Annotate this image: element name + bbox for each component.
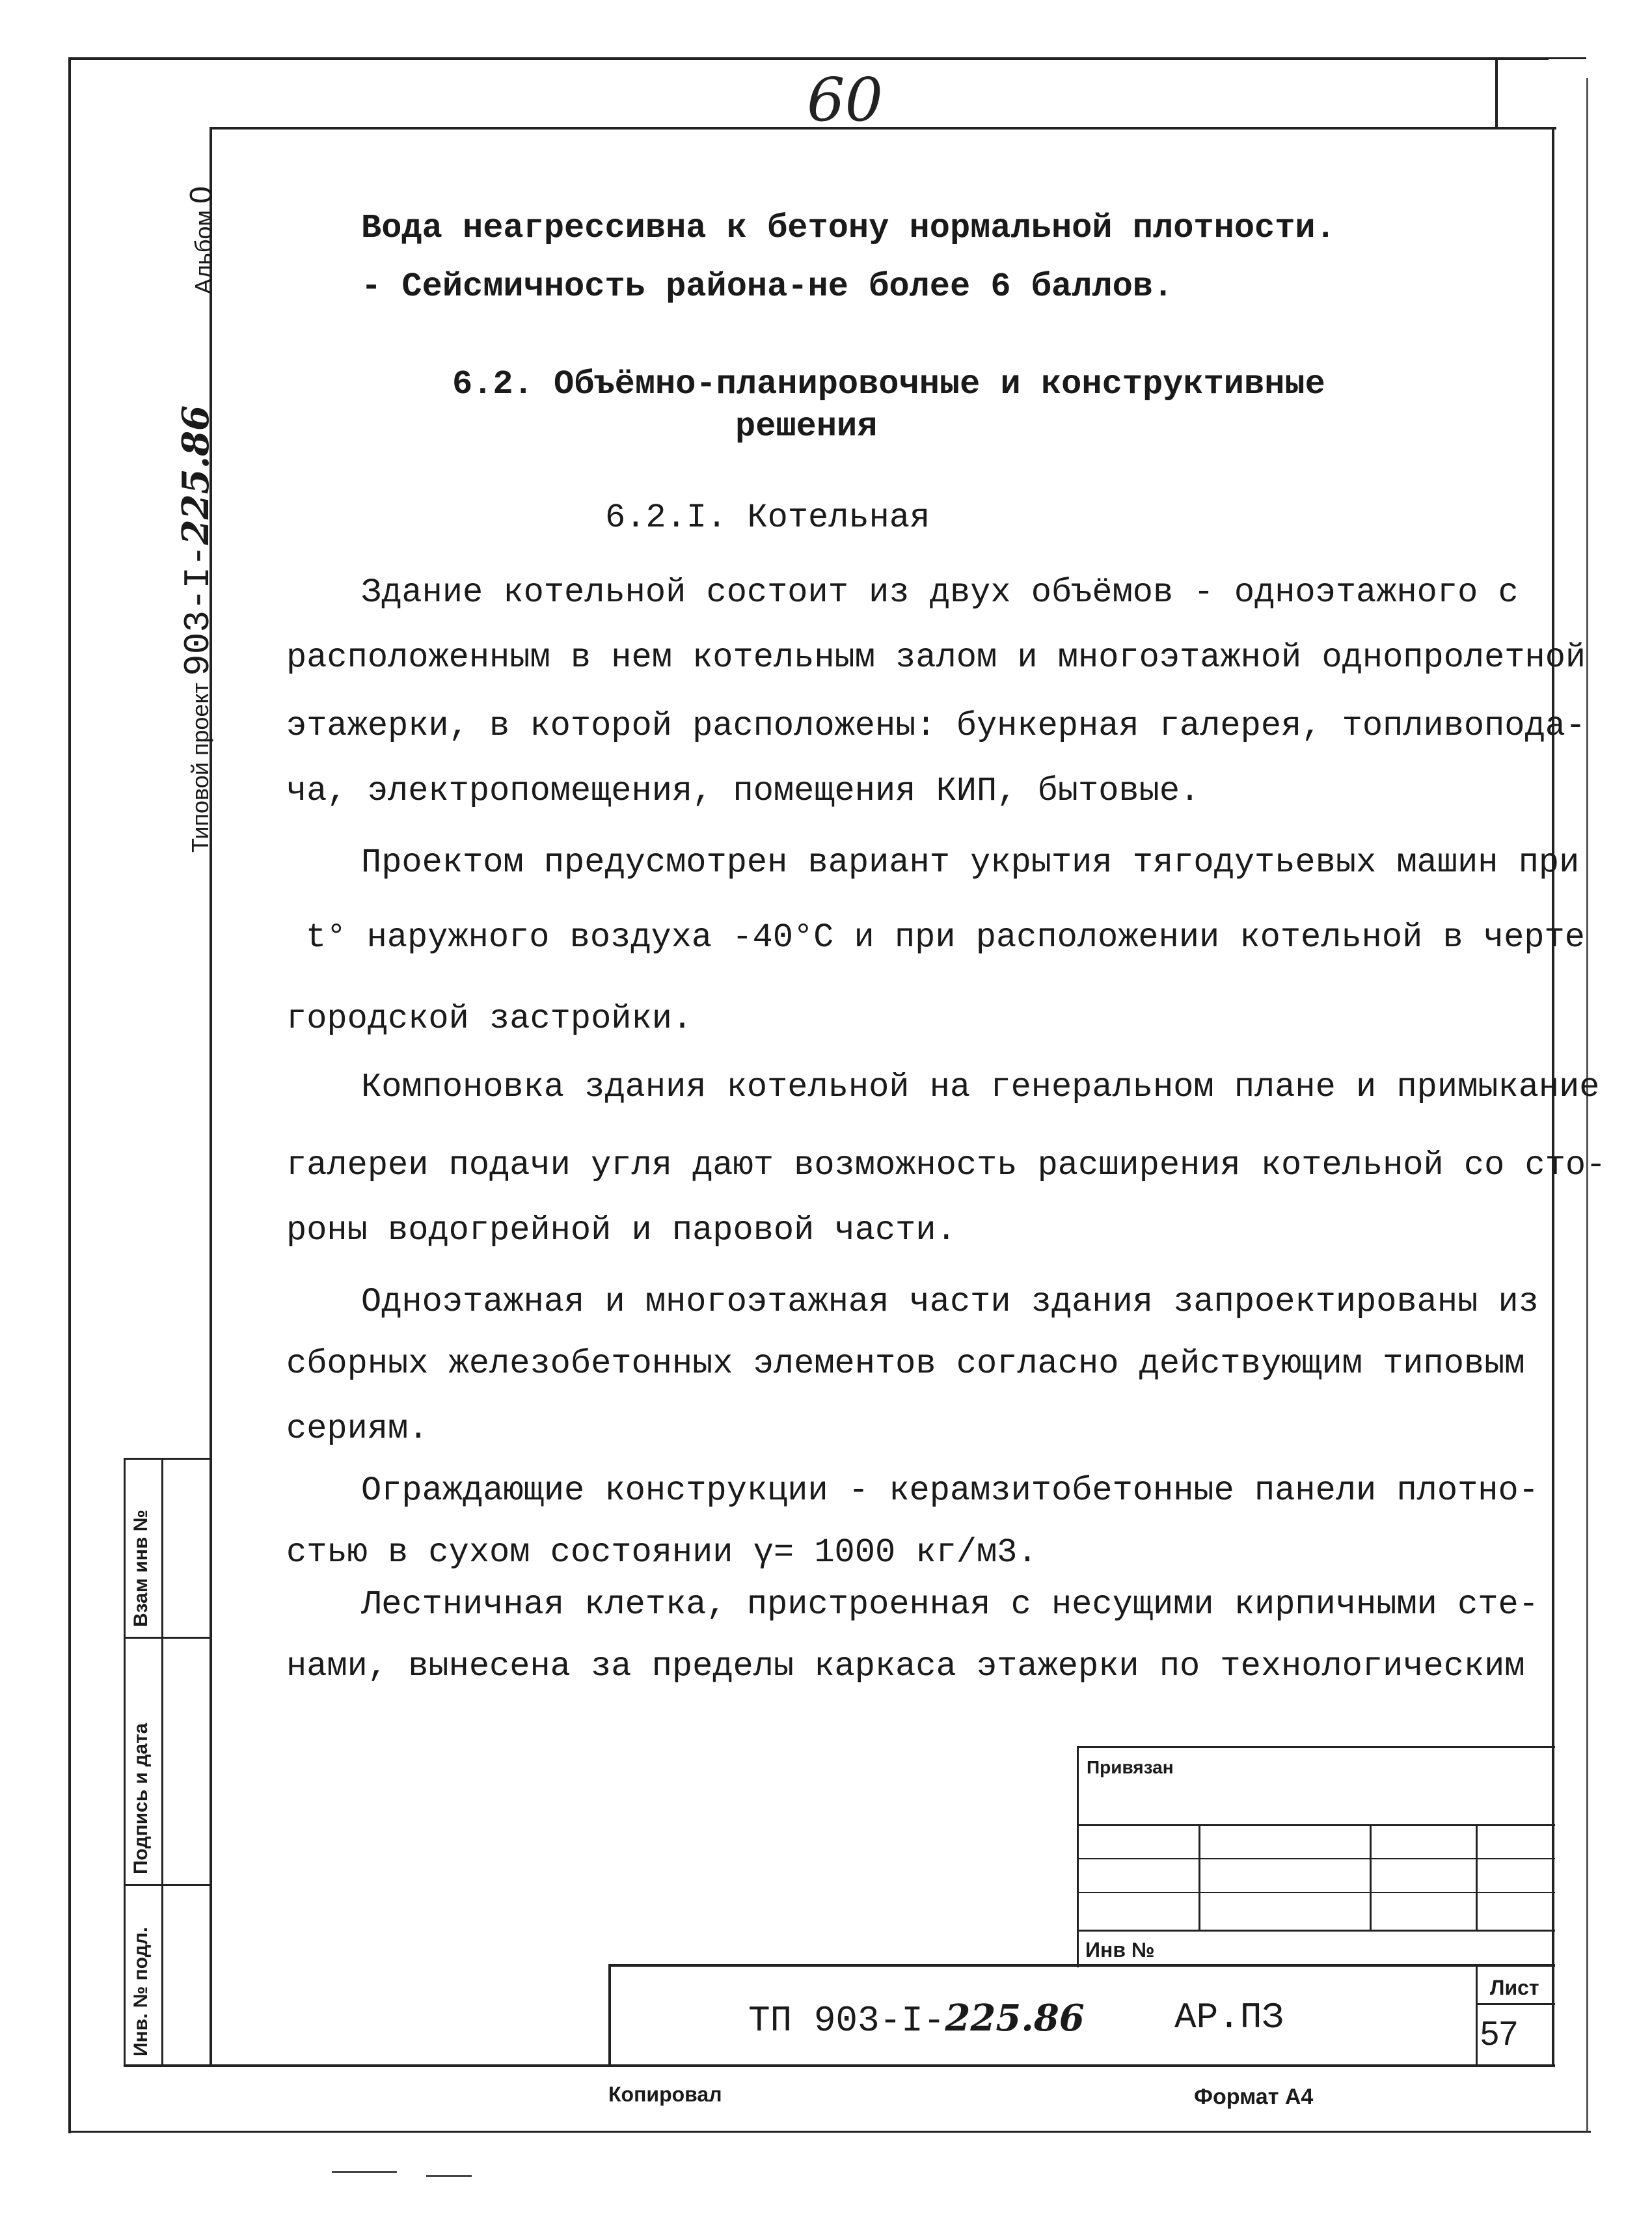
subsection-heading: 6.2.I. Котельная: [605, 499, 930, 537]
album-label: Альбом 0: [184, 186, 219, 294]
scan-mark-2: [426, 2175, 472, 2177]
tb-grid-row1: [1077, 1824, 1555, 1826]
body-line-2: - Сейсмичность района-не более 6 баллов.: [361, 267, 1174, 306]
section-heading-line-2: решения: [735, 407, 878, 446]
tb-grid-left: [1077, 1746, 1079, 1967]
body-line-19: Ограждающие конструкции - керамзитобетонные панели плотно-: [361, 1471, 1539, 1510]
project-number: 903-I-225.86: [174, 405, 219, 676]
inner-frame-bottom: [124, 2064, 1555, 2067]
body-line-21: Лестничная клетка, пристроенная с несущими кирпичными сте-: [361, 1585, 1539, 1624]
body-line-13: Компоновка здания котельной на генеральном плане и примыкание: [361, 1068, 1600, 1106]
tb-grid-col1: [1198, 1824, 1200, 1930]
page-number-handwritten: 60: [807, 65, 884, 135]
body-line-14: галереи подачи угля дают возможность расширения котельной со сто-: [286, 1146, 1606, 1184]
doc-mark: АР.ПЗ: [1174, 1997, 1284, 2038]
tb-sheet-left: [1476, 1964, 1478, 2067]
inv-no-label: Инв №: [1085, 1938, 1155, 1962]
tb-grid-col3: [1476, 1824, 1478, 1930]
stamp-divider-2: [124, 1884, 212, 1886]
corner-box-top: [1495, 57, 1586, 59]
tb-grid-row3: [1077, 1892, 1555, 1893]
body-line-8: этажерки, в которой расположены: бункерная галерея, топливопода-: [286, 707, 1586, 745]
doc-code: ТП 903-I-225.86: [748, 1997, 1085, 2042]
body-line-9: ча, электропомещения, помещения КИП, бытовые.: [286, 772, 1200, 810]
sheet-label: Лист: [1490, 1976, 1539, 1999]
stamp-signature-date: Подпись и дата: [130, 1723, 152, 1874]
tb-grid-row4: [1077, 1930, 1555, 1932]
scan-mark-1: [332, 2171, 397, 2173]
body-line-10: Проектом предусмотрен вариант укрытия тягодутьевых машин при: [361, 843, 1580, 882]
tb-grid-top: [1077, 1746, 1555, 1748]
outer-border-bottom: [68, 2131, 1591, 2133]
stamp-inv-podl: Инв. № подл.: [130, 1926, 152, 2057]
corner-box-left: [1495, 57, 1498, 129]
stamp-vzam-inv: Взам инв №: [130, 1509, 152, 1627]
privyazan-label: Привязан: [1087, 1757, 1174, 1777]
body-line-17: сборных железобетонных элементов согласно действующим типовым: [286, 1345, 1525, 1383]
tb-grid-col2: [1370, 1824, 1372, 1930]
body-line-22: нами, вынесена за пределы каркаса этажерки по технологическим: [286, 1647, 1525, 1686]
tb-main-top: [608, 1964, 1555, 1967]
outer-border-left: [68, 57, 71, 2133]
body-line-20: стью в сухом состоянии γ= 1000 кг/м3.: [286, 1533, 1038, 1572]
stamp-strip-left: [124, 1458, 126, 2066]
body-line-12: городской застройки.: [286, 1000, 693, 1038]
body-line-6: Здание котельной состоит из двух объёмов - одноэтажного с: [361, 573, 1519, 612]
project-label: Типовой проект 903-I-225.86: [174, 405, 219, 853]
album-number: 0: [184, 186, 219, 204]
body-line-16: Одноэтажная и многоэтажная части здания запроектированы из: [361, 1283, 1539, 1321]
tb-sheet-divider: [1476, 2003, 1555, 2005]
body-line-7: расположенным в нем котельным залом и многоэтажной однопролетной: [286, 638, 1586, 677]
outer-border-top: [68, 57, 1549, 60]
tb-main-left: [608, 1964, 611, 2067]
stamp-divider-1: [124, 1637, 212, 1639]
body-line-18: сериям.: [286, 1410, 429, 1448]
sheet-number: 57: [1480, 2015, 1518, 2053]
copied-label: Копировал: [608, 2083, 722, 2106]
format-label: Формат А4: [1194, 2085, 1314, 2109]
tb-grid-row2: [1077, 1858, 1555, 1859]
section-heading-line-1: 6.2. Объёмно-планировочные и конструктивные: [452, 365, 1325, 403]
body-line-15: роны водогрейной и паровой части.: [286, 1211, 956, 1250]
stamp-strip-mid: [161, 1458, 163, 2066]
body-line-1: Вода неагрессивна к бетону нормальной плотности.: [361, 209, 1336, 247]
stamp-strip-top: [124, 1458, 212, 1460]
body-line-11: t° наружного воздуха -40°С и при расположении котельной в черте: [306, 918, 1585, 957]
